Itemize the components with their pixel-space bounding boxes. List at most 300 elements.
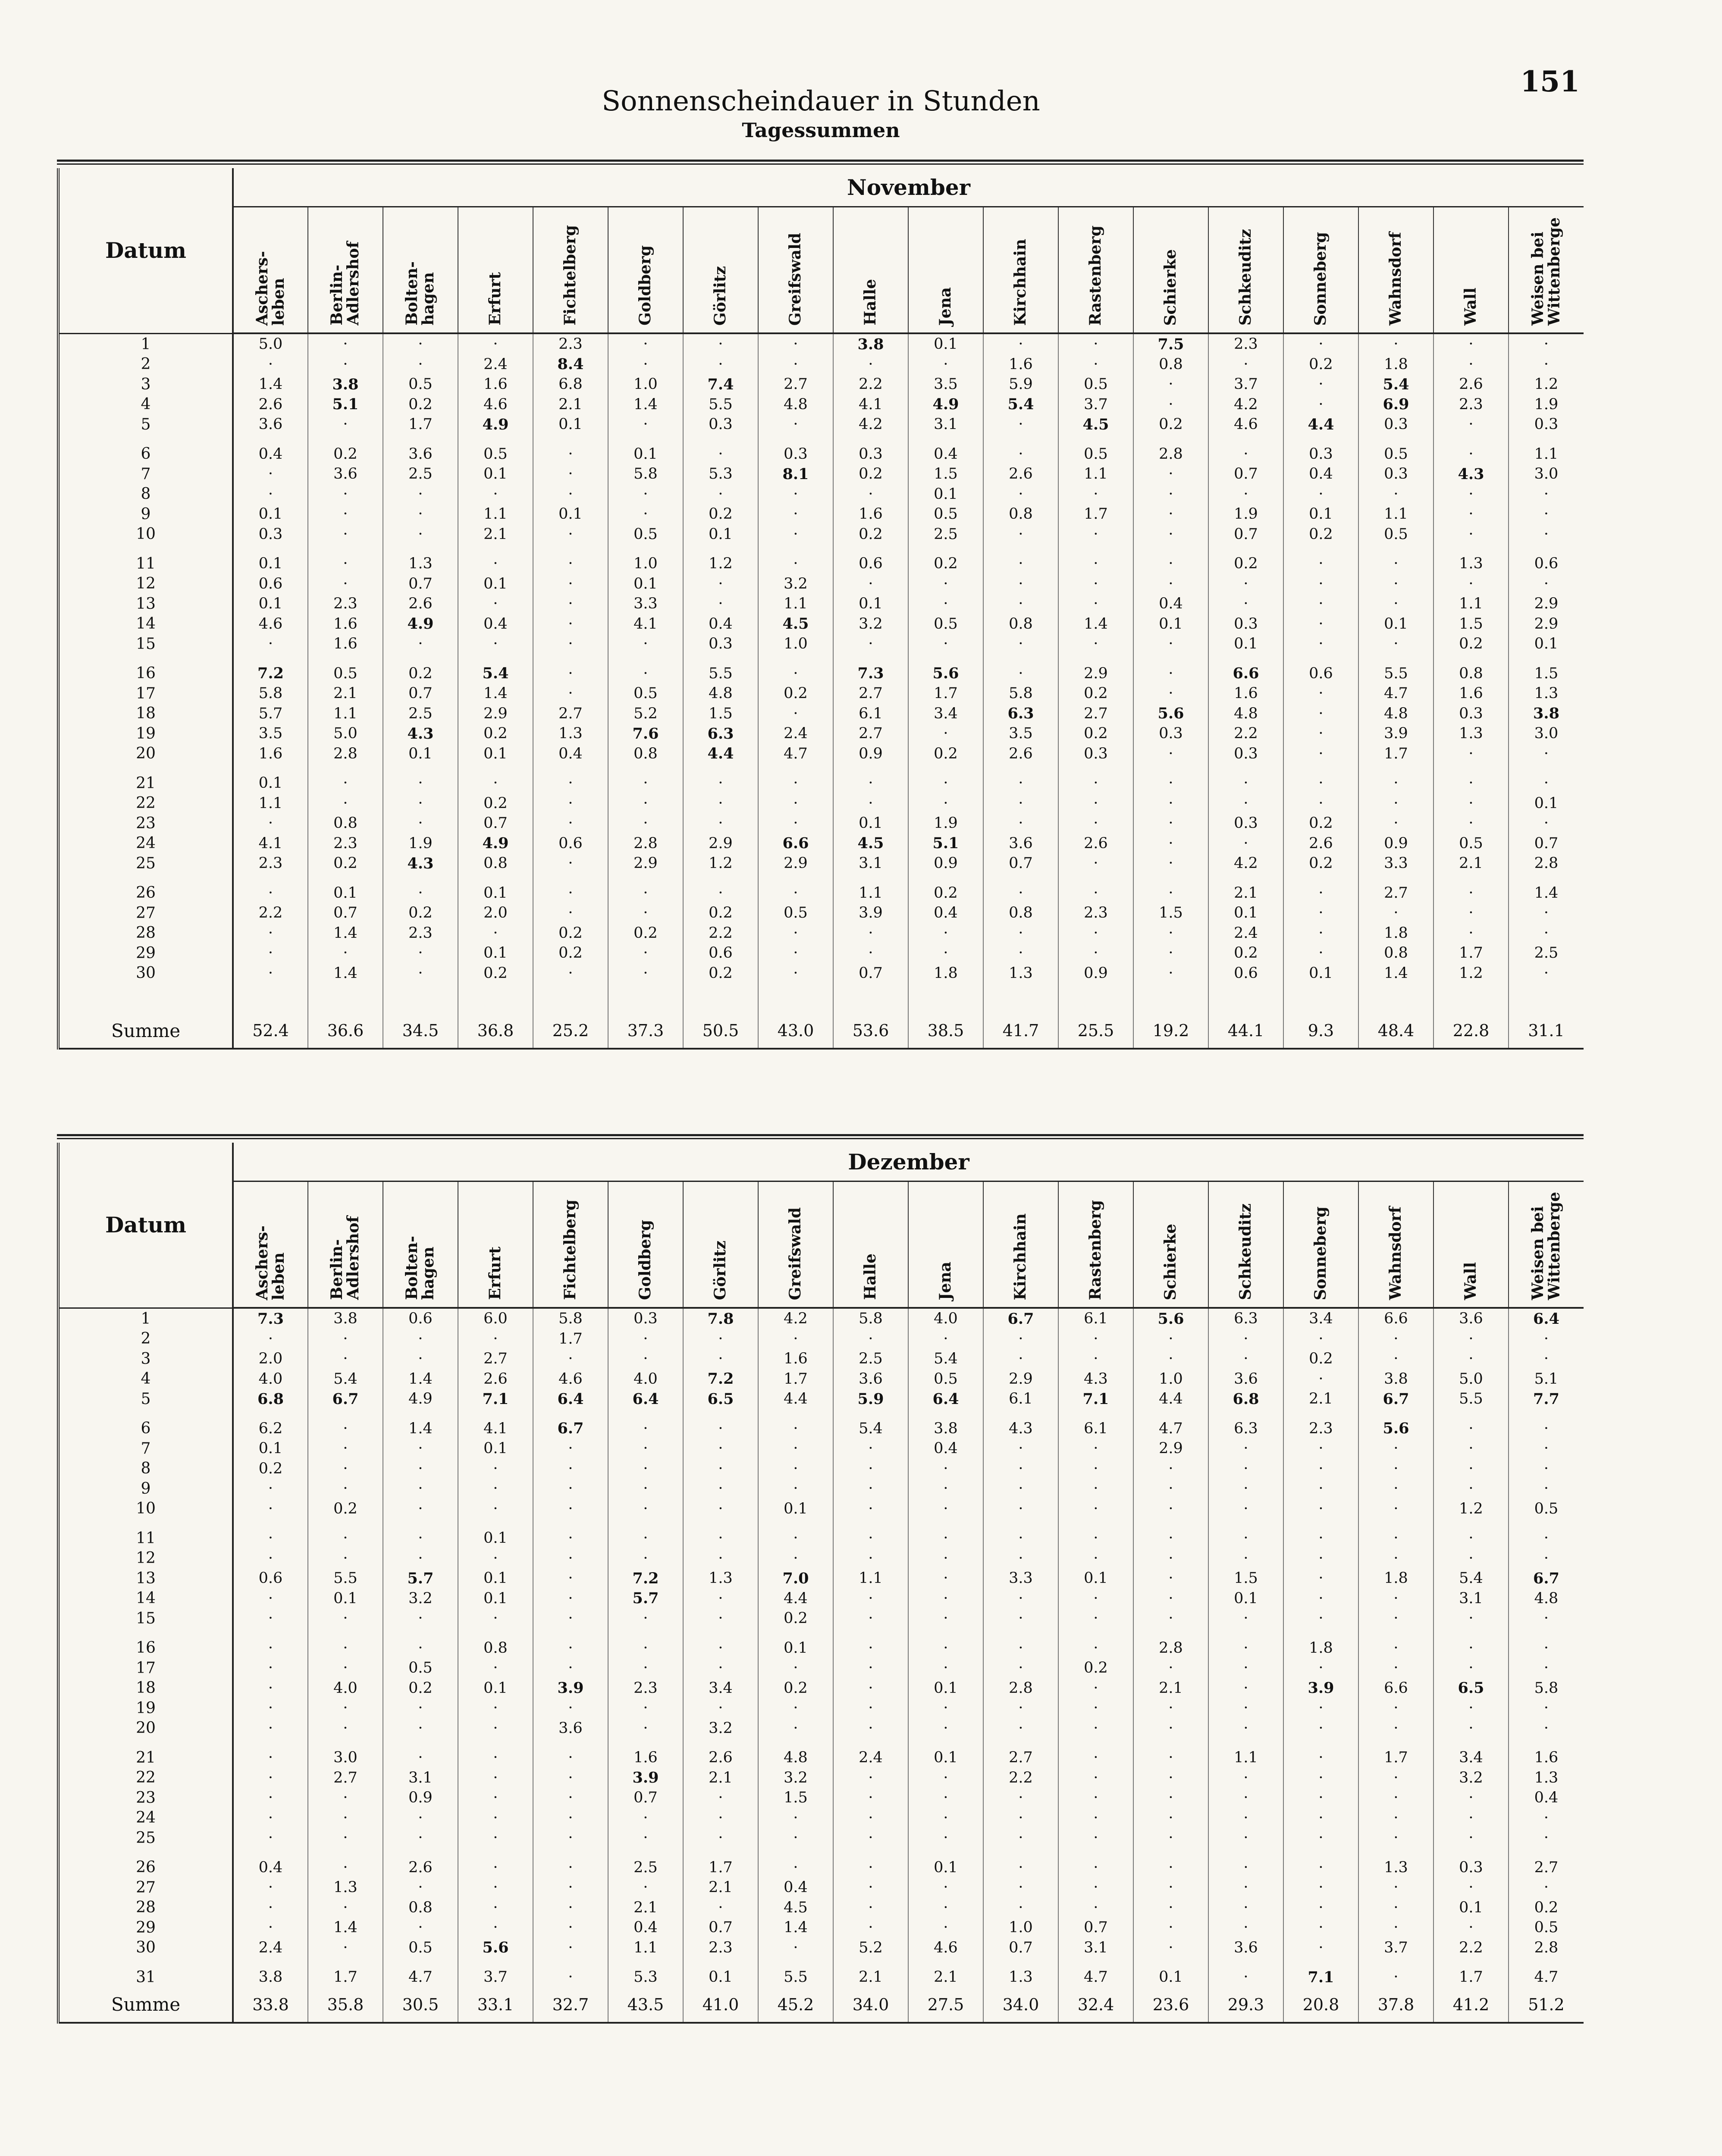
value-cell: ·	[758, 1828, 833, 1848]
spacer-cell	[1208, 764, 1283, 773]
spacer-cell	[383, 874, 458, 883]
date-cell: 18	[58, 1678, 233, 1698]
spacer-cell	[58, 983, 233, 1013]
value-cell: ·	[383, 1349, 458, 1369]
date-cell: 23	[58, 813, 233, 834]
value-cell: ·	[1509, 1349, 1584, 1369]
value-cell: 7.1	[458, 1389, 533, 1409]
value-cell: 5.6	[1133, 704, 1208, 724]
spacer-cell	[1358, 874, 1433, 883]
station-name: Görlitz	[711, 1240, 730, 1300]
value-cell: ·	[683, 1479, 758, 1499]
value-cell: 0.5	[1509, 1499, 1584, 1519]
date-cell: 30	[58, 963, 233, 984]
spacer-cell	[1509, 764, 1584, 773]
value-cell: ·	[1358, 594, 1433, 614]
value-cell: 2.3	[308, 834, 383, 854]
value-cell: ·	[1509, 1877, 1584, 1898]
value-cell: 3.6	[383, 444, 458, 464]
value-cell: 0.2	[308, 444, 383, 464]
table-row	[58, 1808, 1584, 1828]
value-cell: ·	[533, 793, 608, 814]
value-cell: 2.3	[1058, 903, 1133, 923]
value-cell: ·	[533, 1938, 608, 1958]
value-cell: ·	[683, 1589, 758, 1609]
value-cell: ·	[1433, 524, 1509, 545]
spacer-cell	[1058, 1409, 1133, 1419]
value-cell: 3.9	[533, 1678, 608, 1698]
value-cell: ·	[458, 1329, 533, 1349]
value-cell: 0.2	[383, 664, 458, 684]
value-cell: 0.7	[1208, 524, 1283, 545]
spacer-cell	[1433, 435, 1509, 444]
value-cell: 1.7	[383, 414, 458, 435]
value-cell: 1.6	[458, 374, 533, 395]
value-cell: ·	[833, 1608, 908, 1629]
value-cell: 0.2	[608, 923, 683, 943]
value-cell: 4.6	[908, 1938, 983, 1958]
spacer-cell	[533, 983, 608, 1013]
value-cell: 3.6	[1208, 1369, 1283, 1389]
value-cell: 2.1	[1133, 1678, 1208, 1698]
station-name: Erfurt	[486, 1247, 505, 1300]
value-cell: ·	[383, 1499, 458, 1519]
date-cell: 2	[58, 1329, 233, 1349]
station-header	[1058, 1181, 1133, 1308]
station-name: Jena	[936, 287, 955, 326]
date-cell: 13	[58, 1568, 233, 1589]
value-cell: ·	[533, 1967, 608, 1987]
value-cell: 3.4	[1433, 1748, 1509, 1768]
value-cell: 0.4	[233, 1858, 308, 1878]
value-cell: ·	[683, 1808, 758, 1828]
spacer-cell	[758, 1519, 833, 1528]
value-cell: ·	[833, 1858, 908, 1878]
value-cell: 3.9	[1283, 1678, 1358, 1698]
value-cell: ·	[983, 333, 1058, 354]
value-cell: ·	[1509, 524, 1584, 545]
value-cell: ·	[1208, 1638, 1283, 1658]
value-cell: 1.5	[1433, 614, 1509, 634]
value-cell: 0.5	[1358, 444, 1433, 464]
value-cell: 4.6	[533, 1369, 608, 1389]
value-cell: ·	[1283, 554, 1358, 574]
spacer-cell	[58, 1848, 233, 1858]
datum-header: Datum	[58, 1143, 233, 1308]
table-row	[58, 333, 1584, 354]
value-cell: ·	[458, 1479, 533, 1499]
value-cell: 0.1	[683, 524, 758, 545]
station-header	[1509, 1181, 1584, 1308]
value-cell: 6.4	[1509, 1308, 1584, 1329]
value-cell: ·	[1133, 963, 1208, 984]
value-cell: ·	[1058, 1459, 1133, 1479]
value-cell: ·	[683, 354, 758, 375]
value-cell: 2.7	[1058, 704, 1133, 724]
spacer-cell	[1058, 1519, 1133, 1528]
top-rule-inner	[57, 1138, 1584, 1139]
value-cell: ·	[608, 883, 683, 903]
sum-cell: 27.5	[908, 1987, 983, 2023]
value-cell: 5.8	[608, 464, 683, 484]
value-cell: 5.9	[833, 1389, 908, 1409]
spacer-cell	[983, 1519, 1058, 1528]
value-cell: ·	[1509, 1329, 1584, 1349]
value-cell: ·	[1208, 1808, 1283, 1828]
value-cell: 2.1	[833, 1967, 908, 1987]
table-row	[58, 853, 1584, 874]
value-cell: ·	[833, 1638, 908, 1658]
value-cell: ·	[608, 1877, 683, 1898]
spacer-cell	[1133, 1848, 1208, 1858]
value-cell: ·	[1133, 1748, 1208, 1768]
value-cell: 1.3	[683, 1568, 758, 1589]
station-header	[308, 1181, 383, 1308]
date-cell: 30	[58, 1938, 233, 1958]
value-cell: ·	[1433, 923, 1509, 943]
value-cell: ·	[833, 634, 908, 654]
value-cell: 0.7	[608, 1788, 683, 1808]
value-cell: 2.5	[383, 464, 458, 484]
station-header	[1208, 207, 1283, 334]
value-cell: ·	[1358, 813, 1433, 834]
spacer-cell	[683, 1519, 758, 1528]
value-cell: 6.7	[1509, 1568, 1584, 1589]
value-cell: 2.1	[1433, 853, 1509, 874]
value-cell: ·	[533, 883, 608, 903]
value-cell: ·	[1058, 943, 1133, 963]
value-cell: 2.9	[1509, 594, 1584, 614]
table-row	[58, 1718, 1584, 1739]
value-cell: 1.6	[1433, 683, 1509, 704]
table-row	[58, 614, 1584, 634]
value-cell: ·	[833, 793, 908, 814]
value-cell: ·	[1433, 1788, 1509, 1808]
table-row	[58, 1568, 1584, 1589]
value-cell: ·	[1133, 683, 1208, 704]
value-cell: 3.2	[383, 1589, 458, 1609]
table-row	[58, 464, 1584, 484]
value-cell: ·	[1133, 554, 1208, 574]
value-cell: 1.4	[1058, 614, 1133, 634]
spacer-cell	[1208, 874, 1283, 883]
spacer-cell	[533, 874, 608, 883]
value-cell: ·	[983, 1877, 1058, 1898]
spacer-cell	[608, 1409, 683, 1419]
spacer-cell	[1208, 1848, 1283, 1858]
spacer-cell	[1133, 1409, 1208, 1419]
value-cell: 1.3	[1358, 1858, 1433, 1878]
value-cell: 0.5	[383, 1658, 458, 1678]
value-cell: 0.5	[908, 614, 983, 634]
table-row	[58, 1877, 1584, 1898]
sum-cell: 23.6	[1133, 1987, 1208, 2023]
value-cell: ·	[608, 1828, 683, 1848]
value-cell: ·	[308, 1938, 383, 1958]
value-cell: 4.9	[458, 414, 533, 435]
value-cell: ·	[233, 813, 308, 834]
table-row	[58, 1918, 1584, 1938]
spacer-cell	[58, 1519, 233, 1528]
value-cell: ·	[233, 883, 308, 903]
value-cell: 5.2	[608, 704, 683, 724]
spacer-cell	[1208, 1958, 1283, 1967]
value-cell: ·	[1058, 1479, 1133, 1499]
value-cell: 0.3	[683, 634, 758, 654]
value-cell: ·	[1208, 1788, 1283, 1808]
value-cell: ·	[983, 1349, 1058, 1369]
station-header	[233, 207, 308, 334]
value-cell: 3.8	[833, 333, 908, 354]
value-cell: 7.4	[683, 374, 758, 395]
value-cell: 1.0	[758, 634, 833, 654]
spacer-cell	[233, 1738, 308, 1748]
value-cell: 4.7	[383, 1967, 458, 1987]
value-cell: 3.6	[1433, 1308, 1509, 1329]
station-header	[683, 207, 758, 334]
value-cell: 2.6	[383, 594, 458, 614]
value-cell: 1.0	[983, 1918, 1058, 1938]
value-cell: ·	[308, 554, 383, 574]
value-cell: ·	[608, 354, 683, 375]
value-cell: ·	[683, 1658, 758, 1678]
spacer-cell	[1358, 1848, 1433, 1858]
spacer-cell	[383, 1629, 458, 1638]
value-cell: ·	[383, 504, 458, 524]
value-cell: 2.7	[308, 1768, 383, 1788]
table-row	[58, 1528, 1584, 1548]
value-cell: ·	[683, 1329, 758, 1349]
spacer-cell	[308, 654, 383, 664]
value-cell: ·	[758, 1459, 833, 1479]
value-cell: 0.1	[1509, 634, 1584, 654]
date-cell: 9	[58, 1479, 233, 1499]
top-rule	[57, 1134, 1584, 1136]
value-cell: ·	[983, 1499, 1058, 1519]
value-cell: ·	[1058, 554, 1133, 574]
value-cell: 0.1	[833, 813, 908, 834]
value-cell: 5.4	[908, 1349, 983, 1369]
station-name: Schierke	[1161, 249, 1180, 326]
value-cell: ·	[608, 773, 683, 793]
value-cell: 2.0	[233, 1349, 308, 1369]
value-cell: ·	[608, 1479, 683, 1499]
table-row	[58, 744, 1584, 764]
date-cell: 28	[58, 923, 233, 943]
value-cell: 1.7	[308, 1967, 383, 1987]
value-cell: ·	[383, 524, 458, 545]
date-cell: 7	[58, 464, 233, 484]
spacer-cell	[1283, 1409, 1358, 1419]
value-cell: 2.4	[758, 724, 833, 744]
spacer-cell	[758, 1848, 833, 1858]
value-cell: ·	[233, 1877, 308, 1898]
spacer-cell	[833, 1958, 908, 1967]
value-cell: 5.8	[1509, 1678, 1584, 1698]
value-cell: 0.8	[308, 813, 383, 834]
value-cell: ·	[1208, 1548, 1283, 1569]
value-cell: 1.3	[533, 724, 608, 744]
spacer-cell	[1058, 1958, 1133, 1967]
value-cell: ·	[1509, 773, 1584, 793]
value-cell: 2.9	[758, 853, 833, 874]
value-cell: ·	[383, 1438, 458, 1459]
spacer-cell	[833, 1409, 908, 1419]
table-row	[58, 1349, 1584, 1369]
value-cell: 0.2	[1058, 1658, 1133, 1678]
value-cell: 0.2	[1283, 524, 1358, 545]
value-cell: 6.3	[983, 704, 1058, 724]
value-cell: 4.9	[908, 395, 983, 415]
value-cell: ·	[533, 1748, 608, 1768]
value-cell: ·	[1058, 594, 1133, 614]
value-cell: ·	[1133, 464, 1208, 484]
value-cell: 0.1	[458, 1568, 533, 1589]
value-cell: ·	[908, 1479, 983, 1499]
value-cell: ·	[1133, 744, 1208, 764]
value-cell: ·	[983, 1788, 1058, 1808]
value-cell: 2.9	[458, 704, 533, 724]
value-cell: ·	[533, 1828, 608, 1848]
value-cell: ·	[683, 1788, 758, 1808]
value-cell: 0.6	[1283, 664, 1358, 684]
value-cell: 7.0	[758, 1568, 833, 1589]
table-row	[58, 1308, 1584, 1329]
sum-cell: 9.3	[1283, 1013, 1358, 1049]
value-cell: ·	[1058, 1678, 1133, 1698]
table-row	[58, 664, 1584, 684]
spacer-cell	[1509, 874, 1584, 883]
spacer-cell	[1208, 1519, 1283, 1528]
value-cell: 0.4	[1133, 594, 1208, 614]
value-cell: ·	[1358, 793, 1433, 814]
value-cell: 0.7	[1509, 834, 1584, 854]
station-name: Weisen bei Wittenberge	[1528, 217, 1563, 326]
value-cell: ·	[533, 664, 608, 684]
value-cell: ·	[608, 414, 683, 435]
value-cell: ·	[758, 963, 833, 984]
value-cell: ·	[908, 1459, 983, 1479]
value-cell: 1.3	[983, 963, 1058, 984]
sum-cell: 29.3	[1208, 1987, 1283, 2023]
value-cell: ·	[1283, 1768, 1358, 1788]
value-cell: 0.1	[458, 744, 533, 764]
value-cell: ·	[1283, 1369, 1358, 1389]
value-cell: 3.8	[1509, 704, 1584, 724]
value-cell: ·	[1208, 773, 1283, 793]
value-cell: 5.5	[683, 395, 758, 415]
value-cell: 3.4	[908, 704, 983, 724]
value-cell: ·	[1283, 1788, 1358, 1808]
table-row	[58, 634, 1584, 654]
value-cell: 1.8	[908, 963, 983, 984]
date-cell: 5	[58, 414, 233, 435]
value-cell: ·	[608, 1658, 683, 1678]
spacer-cell	[908, 764, 983, 773]
value-cell: ·	[1433, 414, 1509, 435]
value-cell: ·	[833, 1479, 908, 1499]
value-cell: 1.6	[983, 354, 1058, 375]
value-cell: ·	[1283, 773, 1358, 793]
value-cell: ·	[1358, 1808, 1433, 1828]
spacer-cell	[233, 1848, 308, 1858]
spacer-cell	[833, 1848, 908, 1858]
value-cell: ·	[1133, 1329, 1208, 1349]
value-cell: 2.3	[1433, 395, 1509, 415]
value-cell: ·	[833, 574, 908, 594]
table-row	[58, 554, 1584, 574]
value-cell: 1.4	[383, 1369, 458, 1389]
value-cell: ·	[1509, 1808, 1584, 1828]
value-cell: ·	[533, 1438, 608, 1459]
spacer-cell	[383, 654, 458, 664]
value-cell: ·	[1358, 1698, 1433, 1718]
value-cell: 4.8	[1509, 1589, 1584, 1609]
date-cell: 4	[58, 395, 233, 415]
value-cell: ·	[533, 594, 608, 614]
sum-cell: 34.0	[833, 1987, 908, 2023]
station-name: Berlin- Adlershof	[328, 241, 362, 326]
value-cell: ·	[1358, 1608, 1433, 1629]
value-cell: ·	[1433, 1479, 1509, 1499]
table-row	[58, 834, 1584, 854]
spacer-cell	[1133, 1629, 1208, 1638]
value-cell: 0.4	[758, 1877, 833, 1898]
value-cell: 4.0	[608, 1369, 683, 1389]
spacer-cell	[1283, 654, 1358, 664]
value-cell: 6.1	[983, 1389, 1058, 1409]
value-cell: 7.8	[683, 1308, 758, 1329]
value-cell: 0.4	[533, 744, 608, 764]
value-cell: ·	[458, 1608, 533, 1629]
value-cell: 1.7	[683, 1858, 758, 1878]
table-row	[58, 1858, 1584, 1878]
value-cell: ·	[533, 813, 608, 834]
value-cell: ·	[908, 354, 983, 375]
spacer-cell	[308, 1848, 383, 1858]
spacer-cell	[58, 1738, 233, 1748]
value-cell: ·	[1133, 1589, 1208, 1609]
value-cell: 0.2	[1058, 683, 1133, 704]
spacer-cell	[1283, 1519, 1358, 1528]
value-cell: 3.6	[833, 1369, 908, 1389]
value-cell: 0.2	[908, 883, 983, 903]
value-cell: ·	[1133, 1608, 1208, 1629]
station-name: Greifswald	[786, 232, 805, 326]
table-row	[58, 1369, 1584, 1389]
value-cell: 1.4	[1509, 883, 1584, 903]
spacer-cell	[833, 435, 908, 444]
value-cell: 2.1	[683, 1768, 758, 1788]
value-cell: 0.2	[458, 963, 533, 984]
value-cell: 1.1	[233, 793, 308, 814]
sum-cell: 34.0	[983, 1987, 1058, 2023]
value-cell: 0.5	[758, 903, 833, 923]
value-cell: 2.7	[458, 1349, 533, 1369]
value-cell: 1.7	[1433, 943, 1509, 963]
sum-cell: 43.0	[758, 1013, 833, 1049]
value-cell: ·	[1433, 1808, 1509, 1828]
value-cell: ·	[383, 793, 458, 814]
value-cell: ·	[1208, 1329, 1283, 1349]
station-name: Wahnsdorf	[1386, 1206, 1405, 1300]
value-cell: 3.9	[1358, 724, 1433, 744]
value-cell: ·	[758, 1438, 833, 1459]
value-cell: ·	[833, 1718, 908, 1739]
value-cell: 0.5	[1058, 444, 1133, 464]
value-cell: 0.2	[308, 1499, 383, 1519]
value-cell: ·	[533, 1768, 608, 1788]
